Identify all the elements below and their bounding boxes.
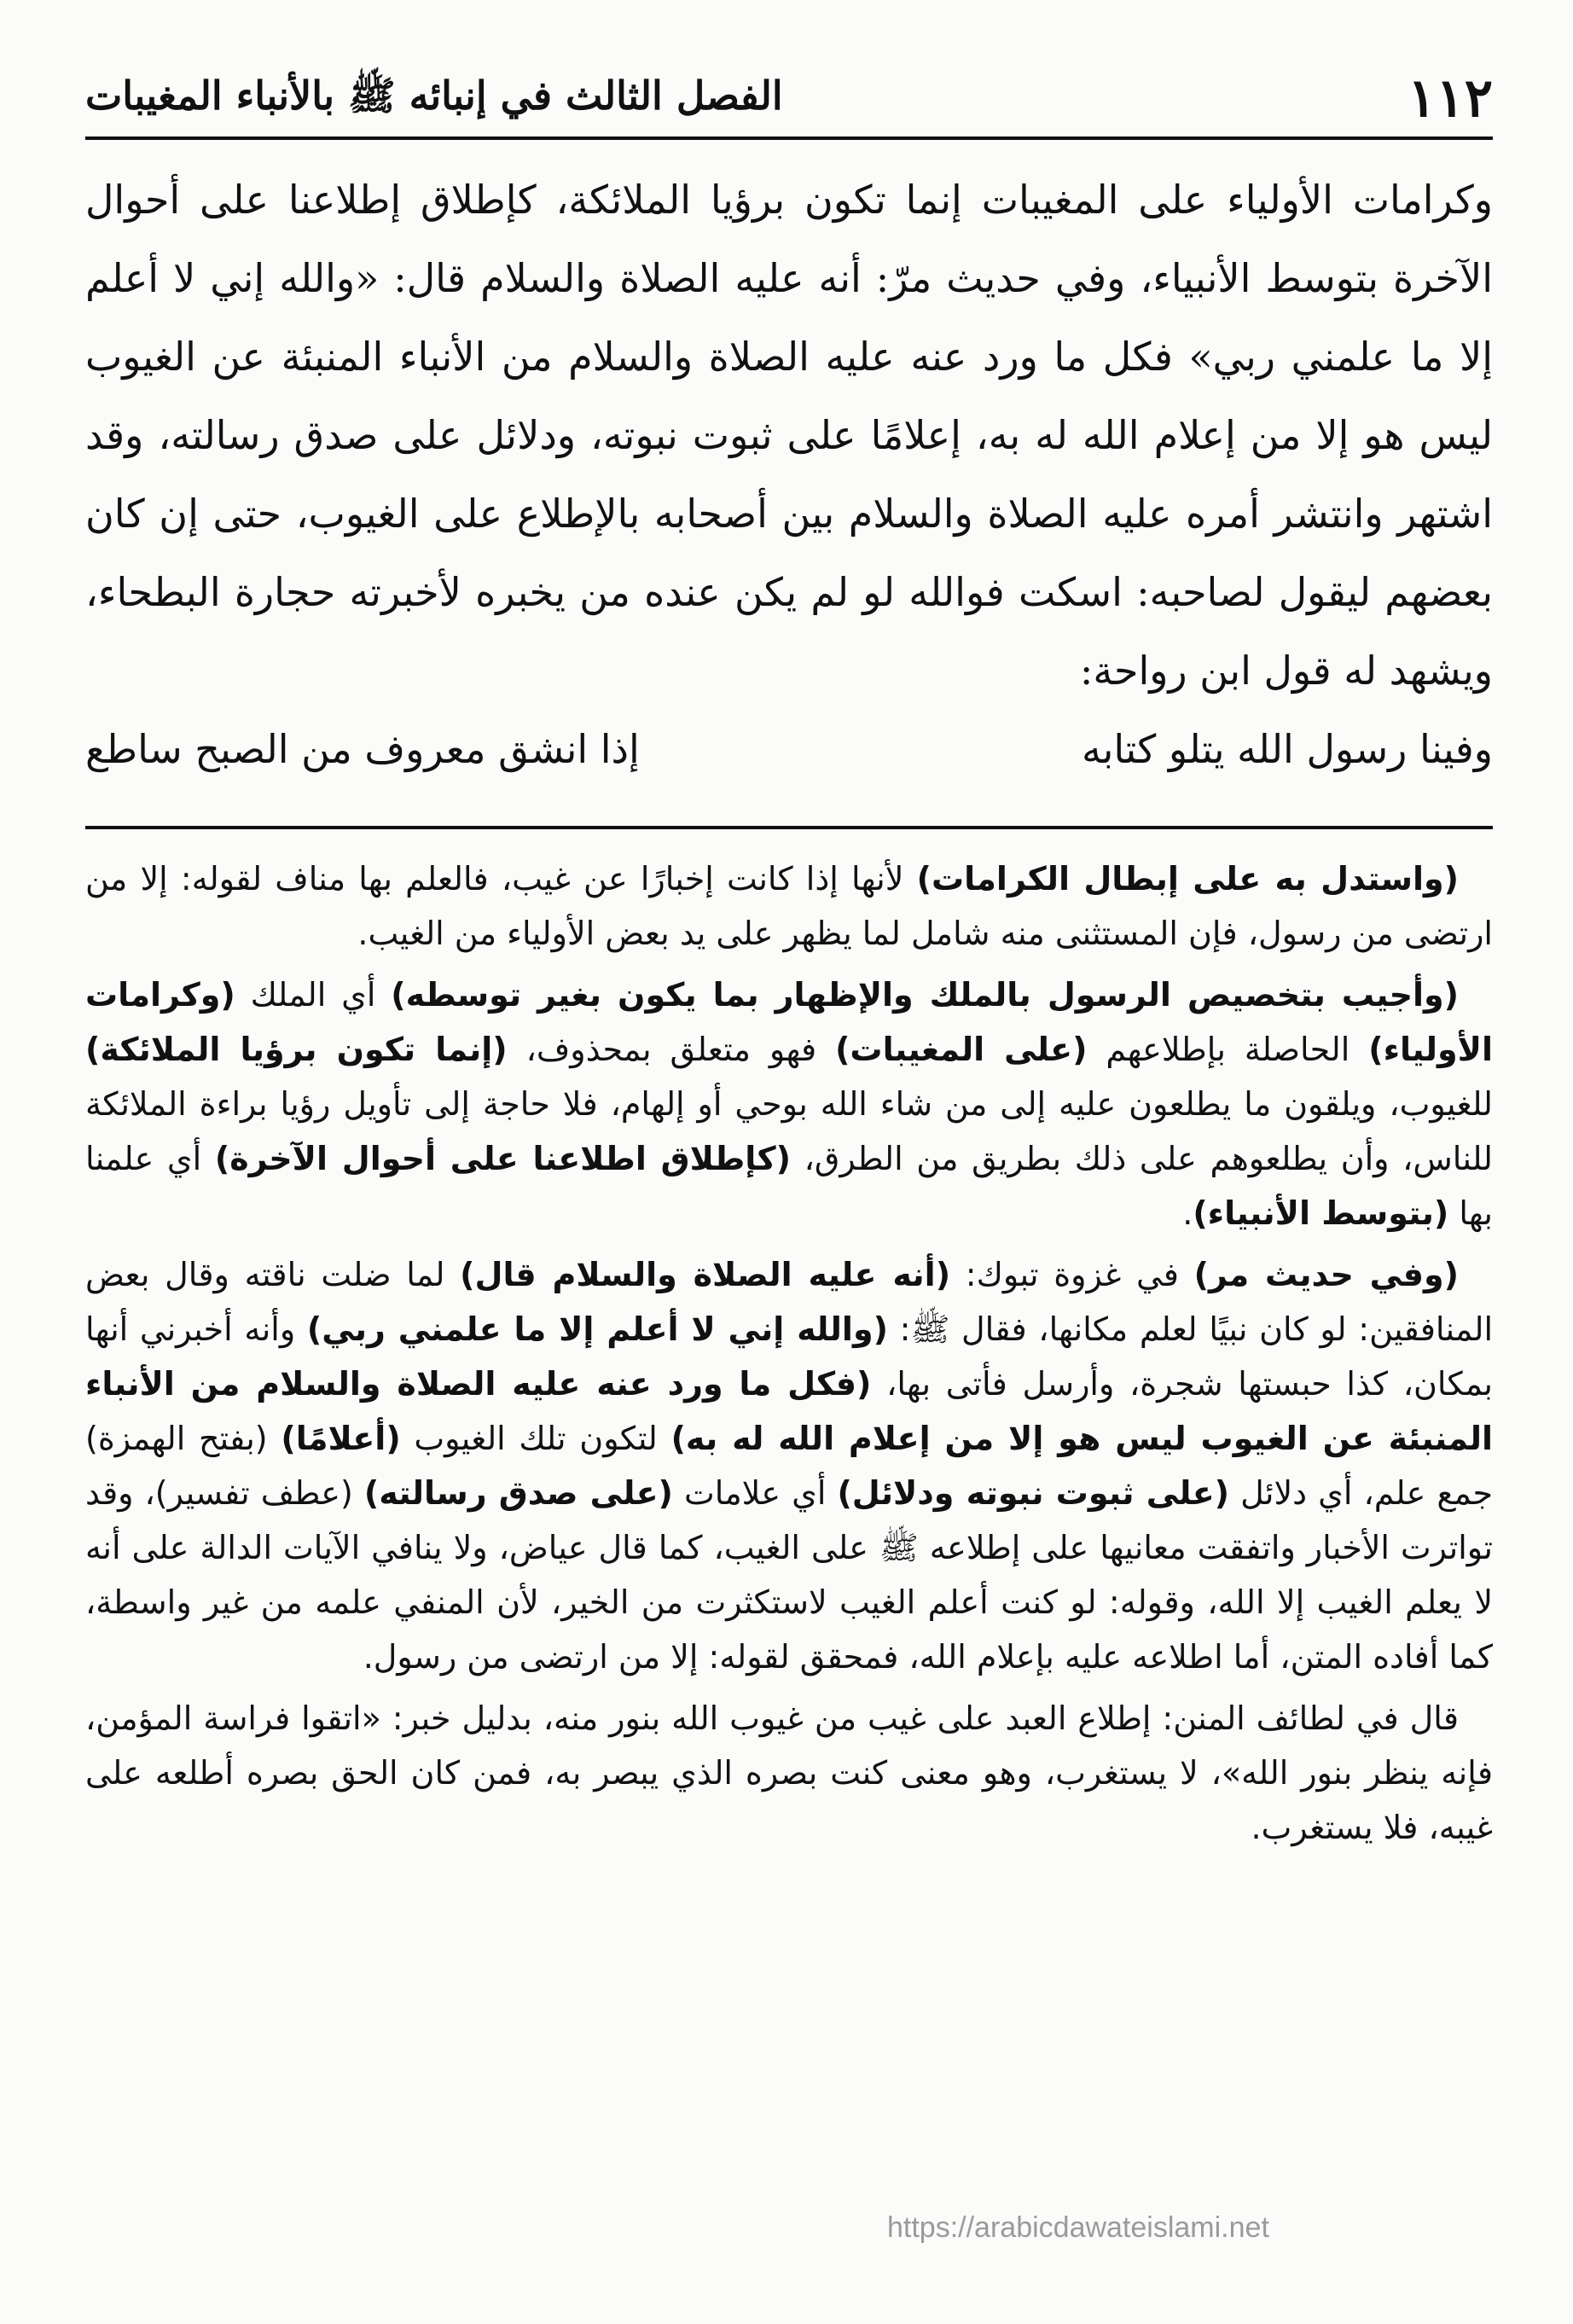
commentary-paragraph-1 bbox=[85, 851, 1493, 961]
page-header bbox=[85, 60, 1493, 140]
quoted-text: (وفي حديث مر) bbox=[1193, 1256, 1459, 1293]
commentary-text: للغيوب، ويلقون ما يطلعون عليه إلى من شاء الله بوحي أو إلهام، فلا حاجة إلى تأويل رؤيا براءة الملائكة للناس، وأن يطلعوهم على ذلك بطريق من الطرق، bbox=[85, 1085, 1493, 1177]
verse-second-hemistich: إذا انشق معروف من الصبح ساطع bbox=[85, 726, 640, 772]
commentary-text: وأنه أخبرني أنها بمكان، كذا حبستها شجرة، وأرسل فأتى بها، bbox=[85, 1310, 1493, 1403]
commentary-text: فهو متعلق بمحذوف، bbox=[507, 1031, 836, 1068]
running-title: الفصل الثالث في إنبائه ﷺ بالأنباء المغيبات bbox=[85, 73, 783, 119]
commentary-paragraph-2 bbox=[85, 967, 1493, 1240]
quoted-text: (أعلامًا) bbox=[281, 1420, 401, 1457]
main-paragraph: وكرامات الأولياء على المغيبات إنما تكون برؤيا الملائكة، كإطلاق إطلاعنا على أحوال الآخرة بتوسط الأنبياء، وفي حديث مرّ: أنه عليه الصلاة والسلام قال: «والله إني لا أعلم إلا ما علمني ربي» فكل ما ورد عنه عليه الصلاة والسلام من الأنباء المنبئة عن الغيوب ليس هو إلا من إعلام الله له به، إعلامًا على ثبوت نبوته، ودلائل على صدق رسالته، وقد اشتهر وانتشر أمره عليه الصلاة والسلام بين أصحابه بالإطلاع على الغيوب، حتى إن كان بعضهم ليقول لصاحبه: اسكت فوالله لو لم يكن عنده من يخبره لأخبرته حجارة البطحاء، ويشهد له قول ابن رواحة: bbox=[85, 177, 1493, 694]
quoted-text: (كإطلاق اطلاعنا على أحوال الآخرة) bbox=[214, 1140, 791, 1177]
section-divider bbox=[85, 826, 1493, 829]
commentary-paragraph-4: قال في لطائف المنن: إطلاع العبد على غيب من غيوب الله بنور منه، بدليل خبر: «اتقوا فراسة المؤمن، فإنه ينظر بنور الله»، لا يستغرب، وهو معنى كنت بصره الذي يبصر به، فمن كان الحق بصره أطلعه على غيبه، فلا يستغرب. bbox=[85, 1699, 1493, 1846]
quoted-text: (على ثبوت نبوته ودلائل) bbox=[837, 1474, 1230, 1512]
commentary-text: (عطف تفسير)، وقد تواترت الأخبار واتفقت معانيها على إطلاعه ﷺ على الغيب، كما قال عياض، ولا ينافي الآيات الدالة على أنه لا يعلم الغيب إلا الله، وقوله: لو كنت أعلم الغيب لاستكثرت من الخير، لأن المنفي علمه من غير واسطة، كما أفاده المتن، أما اطلاعه عليه بإعلام الله، فمحقق لقوله: إلا من ارتضى من رسول. bbox=[85, 1474, 1493, 1676]
quoted-text: (أنه عليه الصلاة والسلام قال) bbox=[460, 1256, 951, 1293]
commentary-text: . bbox=[1182, 1194, 1193, 1232]
commentary-text: (بفتح الهمزة) جمع علم، أي دلائل bbox=[85, 1420, 1493, 1512]
website-watermark: https://arabicdawateislami.net bbox=[887, 2211, 1269, 2244]
main-text bbox=[85, 160, 1493, 788]
commentary-text: لأنها إذا كانت إخبارًا عن غيب، فالعلم بها مناف لقوله: إلا من ارتضى من رسول، فإن المستثنى منه شامل لما يظهر على يد بعض الأولياء من الغيب. bbox=[85, 860, 1493, 952]
book-page bbox=[85, 60, 1493, 2278]
quoted-text: (بتوسط الأنبياء) bbox=[1193, 1194, 1449, 1232]
verse-first-hemistich: وفينا رسول الله يتلو كتابه bbox=[1081, 726, 1493, 772]
page-number: ١١٢ bbox=[1408, 67, 1493, 129]
poetry-verse bbox=[85, 710, 1493, 788]
quoted-text: (فكل ما ورد عنه عليه الصلاة والسلام من الأنباء المنبئة عن الغيوب ليس هو إلا من إعلام الله له به) bbox=[85, 1365, 1493, 1457]
commentary-text: لما ضلت ناقته وقال بعض المنافقين: لو كان نبيًا لعلم مكانها، فقال ﷺ: bbox=[85, 1256, 1494, 1348]
commentary-text: الحاصلة بإطلاعهم bbox=[1087, 1031, 1369, 1068]
commentary-text: أي علمنا بها bbox=[85, 1140, 1493, 1232]
quoted-text: (إنما تكون برؤيا الملائكة) bbox=[85, 1031, 508, 1068]
quoted-text: (على صدق رسالته) bbox=[363, 1474, 673, 1512]
quoted-text: (واستدل به على إبطال الكرامات) bbox=[916, 860, 1459, 898]
quoted-text: (وأجيب بتخصيص الرسول بالملك والإظهار بما يكون بغير توسطه) bbox=[391, 976, 1460, 1014]
commentary-text: أي علامات bbox=[672, 1474, 838, 1512]
quoted-text: (وكرامات الأولياء) bbox=[85, 976, 1493, 1068]
quoted-text: (والله إني لا أعلم إلا ما علمني ربي) bbox=[306, 1310, 888, 1348]
commentary bbox=[85, 851, 1493, 1855]
commentary-paragraph-3 bbox=[85, 1247, 1493, 1684]
commentary-text: في غزوة تبوك: bbox=[950, 1256, 1194, 1293]
commentary-text: لتكون تلك الغيوب bbox=[400, 1420, 671, 1457]
quoted-text: (على المغيبات) bbox=[835, 1031, 1088, 1068]
commentary-text: أي الملك bbox=[235, 976, 392, 1014]
